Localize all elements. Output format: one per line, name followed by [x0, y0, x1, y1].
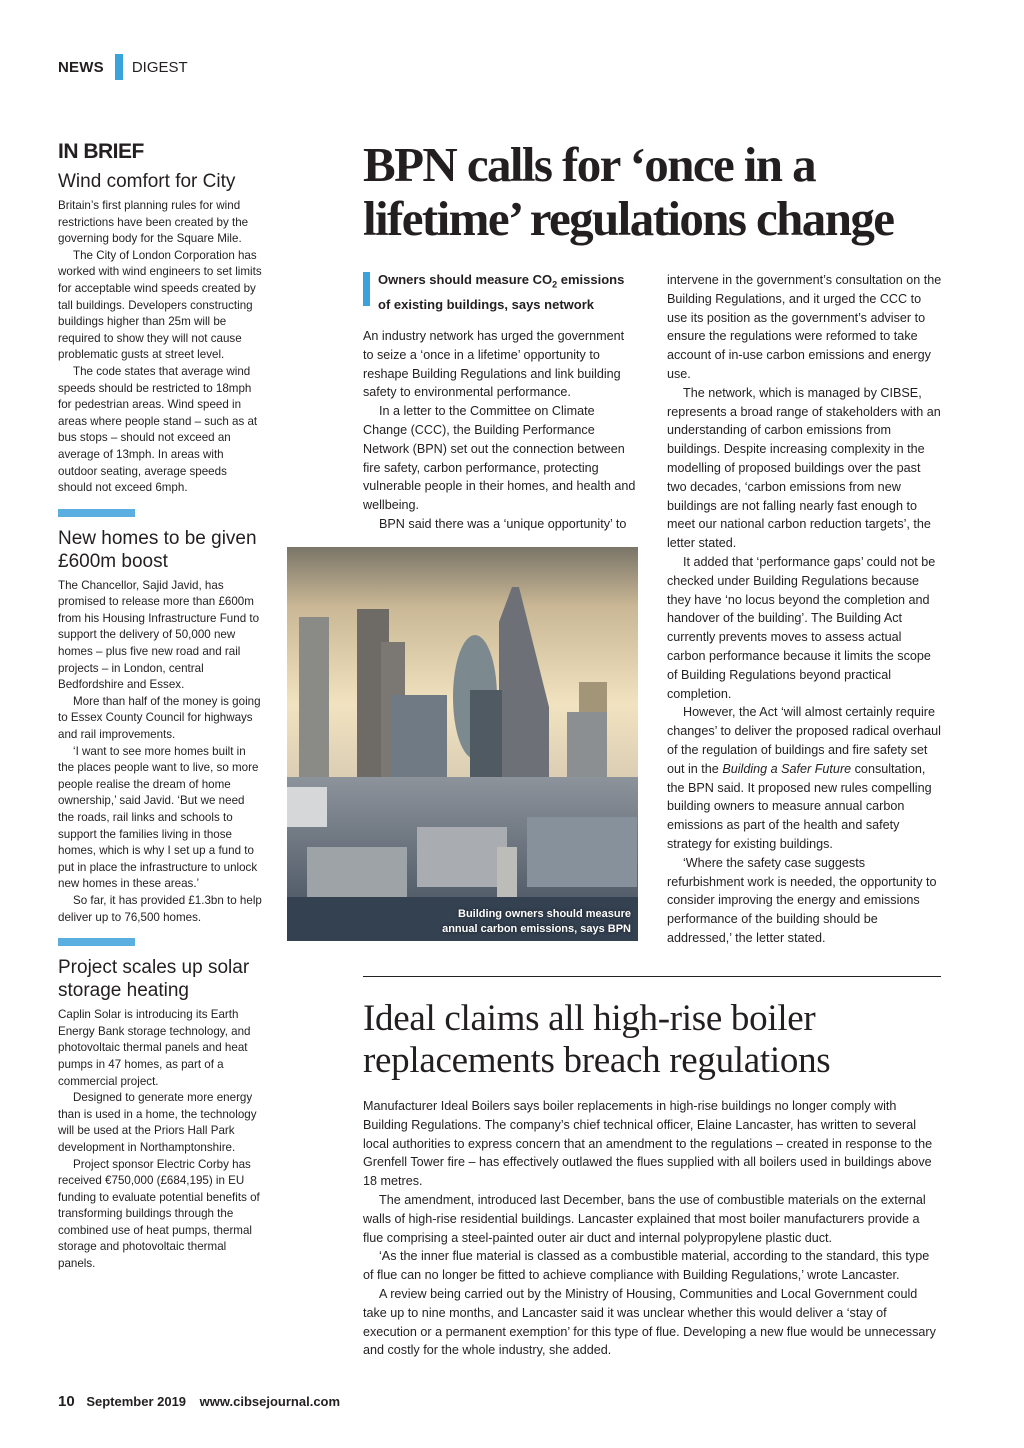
city-skyline-photo	[287, 547, 638, 941]
article-column-2	[667, 271, 942, 948]
section-label: NEWS	[58, 58, 104, 76]
article-paragraph: intervene in the government’s consultation on the Building Regulations, and it urged the CCC to use its position as the government’s adviser to ensure the regulations were reformed to take account of in-use carbon emissions and energy use.	[667, 273, 942, 381]
brief-divider	[58, 509, 135, 517]
article-paragraph: However, the Act ‘will almost certainly require changes’ to deliver the proposed radical overhaul of the regulation of buildings and fire safety set out in the Building a Safer Future consultation, the BPN said. It proposed new rules compelling building owners to measure annual carbon emissions as part of the health and safety strategy for existing buildings.	[667, 705, 941, 851]
article-column-1	[363, 327, 638, 534]
photo-caption: Building owners should measure annual carbon emissions, says BPN	[442, 908, 631, 935]
standfirst-text: Owners should measure $CO_2$ emissions of existing buildings, says network	[378, 272, 625, 312]
brief-paragraph: Designed to generate more energy than is used in a home, the technology will be used at the Priors Hall Park development in Northamptonshire.	[58, 1091, 257, 1154]
skyline-illustration	[287, 547, 638, 941]
article-paragraph: The network, which is managed by CIBSE, represents a broad range of stakeholders with an understanding of carbon emissions from buildings. Despite increasing complexity in the modelling of proposed buildings over the past two decades, ‘carbon emissions from new buildings are not falling nearly fast enough to meet our national carbon reduction targets’, the letter stated.	[667, 385, 941, 551]
brief-divider	[58, 938, 135, 946]
brief-paragraph: Caplin Solar is introducing its Earth Energy Bank storage technology, and photovoltaic thermal panels and heat pumps in 47 homes, as part of a commercial project.	[58, 1008, 251, 1088]
issue-date: September 2019	[86, 1394, 187, 1409]
brief-title: Wind comfort for City	[58, 171, 236, 192]
standfirst	[363, 270, 638, 314]
brief-item-wind	[58, 170, 263, 497]
brief-paragraph: The City of London Corporation has worked with wind engineers to set limits for acceptable wind speeds created by tall buildings. Developers constructing buildings higher than 25m will be required to show they will not cause problematic gusts at street level.	[58, 248, 262, 362]
brief-paragraph: The code states that average wind speeds should be restricted to 18mph for pedestrian areas. Wind speed in areas where people stand – such as at bus stops – should not exceed an average of 13mph. In areas with outdoor seating, average speeds should not exceed 6mph.	[58, 364, 258, 495]
brief-paragraph: The Chancellor, Sajid Javid, has promised to release more than £600m from his Housing Infrastructure Fund to support the delivery of 50,000 new homes – plus five new road and rail projects – in London, central Bedfordshire and Essex.	[58, 578, 260, 692]
page-footer	[58, 1393, 340, 1410]
in-brief-label: IN BRIEF	[58, 140, 144, 163]
consultation-title: Building a Safer Future	[722, 761, 852, 776]
brief-paragraph: Britain’s first planning rules for wind restrictions have been created by the governing body for the Square Mile.	[58, 199, 249, 246]
article-paragraph: BPN said there was a ‘unique opportunity’ to	[379, 516, 627, 531]
brief-paragraph: Project sponsor Electric Corby has received €750,000 (£684,195) in EU funding to evaluate potential benefits of transforming buildings through the combined use of heat pumps, thermal storage and photovoltaic thermal panels.	[58, 1157, 260, 1271]
article-paragraph: In a letter to the Committee on Climate Change (CCC), the Building Performance Network (BPN) set out the connection between fire safety, carbon performance, protecting vulnerable people in their homes, and health and wellbeing.	[363, 404, 636, 513]
second-headline: Ideal claims all high-rise boiler replacements breach regulations	[363, 998, 831, 1081]
article-paragraph: ‘As the inner flue material is classed as a combustible material, according to the standard, this type of flue can no longer be fitted to achieve compliance with Building Regulations,’ wrote Lancaster.	[363, 1249, 930, 1283]
article-paragraph: ‘Where the safety case suggests refurbishment work is needed, the opportunity to consider improving the energy and emissions performance of the building should be addressed,’ the letter stated.	[667, 855, 937, 945]
in-brief-column	[58, 138, 263, 1273]
brief-paragraph: ‘I want to see more homes built in the places people want to live, so more people realise the dream of home ownership,’ said Javid. ‘But we need the roads, rail links and schools to support the families living in those homes, which is why I set up a fund to put in place the infrastructure to unlock new homes in these areas.’	[58, 744, 259, 891]
article-paragraph: It added that ‘performance gaps’ could not be checked under Building Regulations because they have ‘no locus beyond the completion and handover of the building’. The Building Act currently prevents moves to assess actual carbon performance because it limits the scope of Building Regulations beyond practical completion.	[667, 554, 936, 701]
article-paragraph: A review being carried out by the Ministry of Housing, Communities and Local Government could take up to nine months, and Lancaster said it was unclear whether this would deliver a ‘stay of execution or a permanent exemption’ for this type of flue. Developing a new flue would be unnecessary and costly for the whole industry, she added.	[363, 1286, 936, 1358]
brief-paragraph: So far, it has provided £1.3bn to help deliver up to 76,500 homes.	[58, 893, 262, 924]
header-accent-bar	[115, 54, 123, 80]
brief-item-solar	[58, 956, 263, 1273]
article-paragraph: Manufacturer Ideal Boilers says boiler replacements in high-rise buildings no longer comply with Building Regulations. The company’s chief technical officer, Elaine Lancaster, has written to several local authorities to express concern that an amendment to the regulations – created in response to the Grenfell Tower fire – has effectively outlawed the flues supplied with all boilers used in buildings above 18 metres.	[363, 1099, 933, 1189]
standfirst-accent-bar	[363, 272, 370, 306]
article-paragraph: The amendment, introduced last December, bans the use of combustible materials on the external walls of high-rise residential buildings. Lancaster explained that most boiler manufacturers provide a flue comprising a steel-painted outer air duct and internal polypropylene plastic duct.	[363, 1192, 926, 1245]
website-link[interactable]: www.cibsejournal.com	[199, 1394, 341, 1409]
brief-title: Project scales up solar storage heating	[58, 957, 250, 1002]
brief-item-homes	[58, 527, 263, 926]
second-article-body	[363, 1097, 943, 1360]
page-number: 10	[58, 1393, 75, 1410]
brief-title: New homes to be given £600m boost	[58, 527, 257, 572]
brief-paragraph: More than half of the money is going to Essex County Council for highways and rail improvements.	[58, 694, 261, 742]
subsection-label: DIGEST	[131, 58, 188, 76]
article-paragraph: An industry network has urged the government to seize a ‘once in a lifetime’ opportunity to reshape Building Regulations and link building safety to environmental performance.	[363, 329, 625, 400]
article-divider	[363, 976, 941, 977]
section-header	[58, 55, 188, 79]
main-headline: BPN calls for ‘once in a lifetime’ regulations change	[363, 137, 894, 246]
